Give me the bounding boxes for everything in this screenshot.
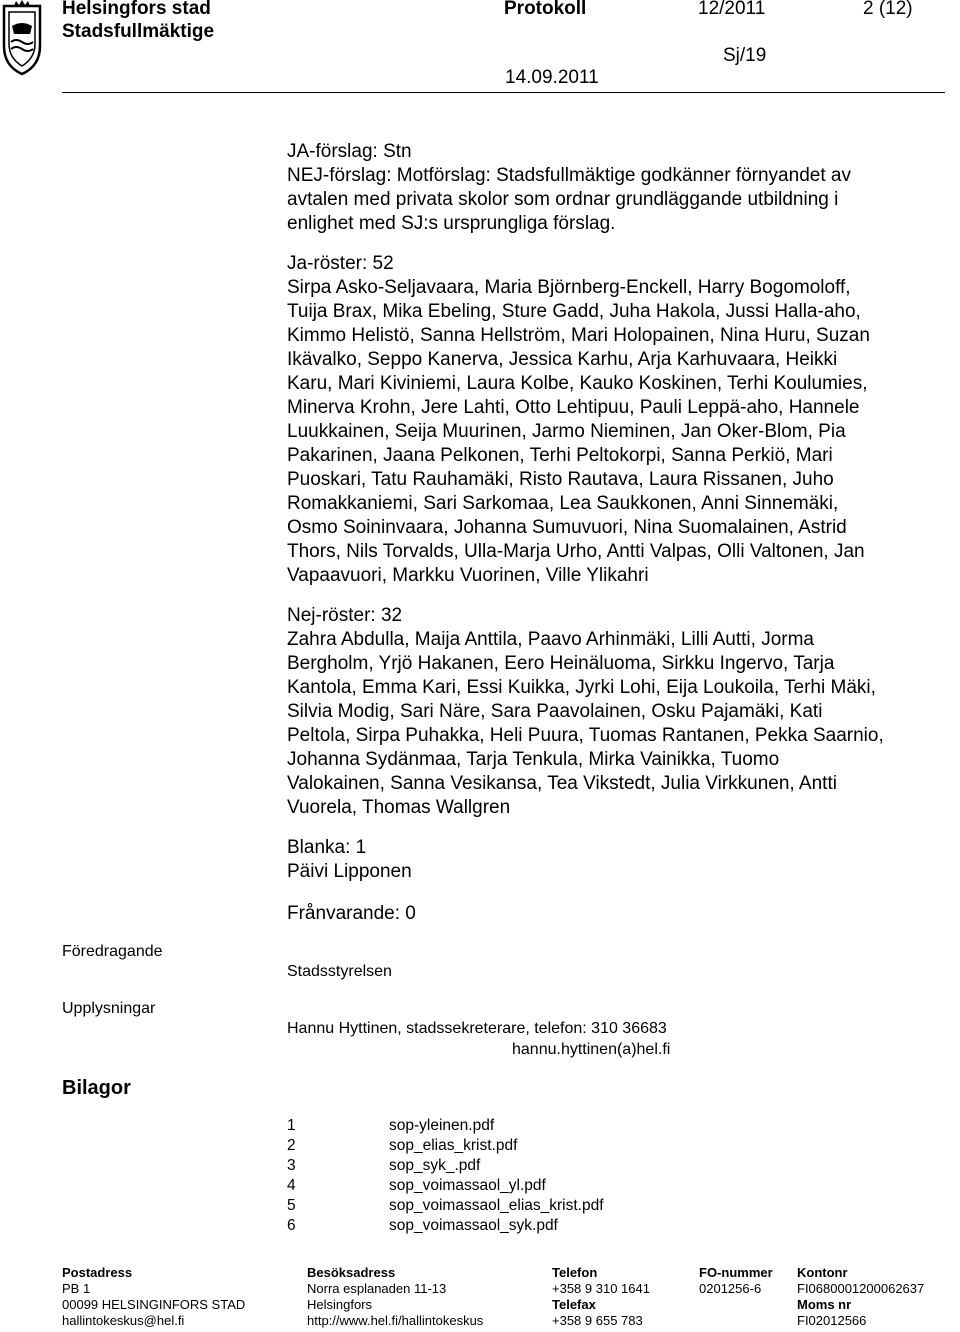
info-email: hannu.hyttinen(a)hel.fi — [512, 1041, 671, 1058]
footer-fax-value: +358 9 655 783 — [552, 1313, 643, 1328]
footer-phone-label: Telefon — [552, 1265, 598, 1280]
footer-email: hallintokeskus@hel.fi — [62, 1313, 185, 1328]
footer-account-label: Kontonr — [797, 1265, 848, 1280]
footer-phone-value: +358 9 310 1641 — [552, 1281, 650, 1296]
header-doc-type: Protokoll — [504, 0, 587, 19]
attachment-item — [287, 1157, 787, 1177]
attachment-file: sop_voimassaol_syk.pdf — [389, 1217, 558, 1234]
footer-account-value: FI0680001200062637 — [797, 1281, 925, 1296]
header-date: 14.09.2011 — [505, 67, 599, 88]
header-city: Helsingfors stad — [62, 0, 211, 19]
no-votes-text: Nej-röster: 32 Zahra Abdulla, Maija Anttila, Paavo Arhinmäki, Lilli Autti, Jorma Bergholm, Yrjö Hakanen, Eero Heinäluoma, Sirkku Ingervo, Tarja Kantola, Emma Kari, Essi Kuikka, Jyrki Lohi, Eija Loukoila, Terhi Mäki, Silvia Modig, Sari Näre, Sara Paavolainen, Osku Pajamäki, Kati Peltola, Sirpa Puhakka, Heli Puura, Tuomas Rantanen, Pekka Saarnio, Johanna Sydänmaa, Tarja Tenkula, Mirka Vainikka, Tuomo Valokainen, Sanna Vesikansa, Tea Vikstedt, Julia Virkkunen, Antti Vuorela, Thomas Wallgren — [287, 605, 884, 818]
attachment-number: 6 — [287, 1217, 296, 1234]
attachment-number: 3 — [287, 1157, 296, 1174]
attachment-file: sop-yleinen.pdf — [389, 1117, 495, 1134]
footer-postal-line: PB 1 — [62, 1281, 91, 1296]
attachment-number: 1 — [287, 1117, 296, 1134]
footer-visit — [307, 1265, 483, 1329]
helsinki-crest-logo — [0, 0, 44, 76]
footer-fo-label: FO-nummer — [699, 1265, 773, 1280]
footer-postal-line: 00099 HELSINGINFORS STAD — [62, 1297, 246, 1312]
attachment-number: 2 — [287, 1137, 296, 1154]
footer-visit-line: Norra esplanaden 11-13 — [307, 1281, 447, 1296]
header-page: 2 (12) — [863, 0, 913, 19]
footer-fo-value: 0201256-6 — [699, 1281, 762, 1296]
attachment-item — [287, 1197, 787, 1217]
footer-website: http://www.hel.fi/hallintokeskus — [307, 1313, 484, 1328]
footer-visit-label: Besöksadress — [307, 1265, 396, 1280]
attachment-number: 5 — [287, 1197, 296, 1214]
attachment-item — [287, 1177, 787, 1197]
footer-fo — [699, 1265, 773, 1297]
attachment-file: sop_elias_krist.pdf — [389, 1137, 518, 1154]
presenter-value: Stadsstyrelsen — [287, 963, 392, 980]
info-name: Hannu Hyttinen, stadssekreterare, telefon: 310 36683 — [287, 1020, 667, 1037]
attachments-label: Bilagor — [62, 1077, 131, 1099]
absent-text: Frånvarande: 0 — [287, 903, 416, 924]
footer-vat-value: FI02012566 — [797, 1313, 867, 1328]
header-council: Stadsfullmäktige — [62, 21, 215, 42]
presenter-label: Föredragande — [62, 943, 163, 960]
attachments-list — [287, 1117, 787, 1237]
attachment-file: sop_syk_.pdf — [389, 1157, 481, 1174]
yes-votes-text: Ja-röster: 52 Sirpa Asko-Seljavaara, Maria Björnberg-Enckell, Harry Bogomoloff, Tuija Brax, Mika Ebeling, Sture Gadd, Juha Hakola, Jussi Halla-aho, Kimmo Helistö, Sanna Hellström, Mari Holopainen, Nina Huru, Suzan Ikävalko, Seppo Kanerva, Jessica Karhu, Arja Karhuvaara, Heikki Karu, Mari Kiviniemi, Laura Kolbe, Kauko Koskinen, Terhi Koulumies, Minerva Krohn, Jere Lahti, Otto Lehtipuu, Pauli Leppä-aho, Hannele Luukkainen, Seija Muurinen, Jarmo Nieminen, Jan Oker-Blom, Pia Pakarinen, Jaana Pelkonen, Terhi Peltokorpi, Sanna Perkiö, Mari Puoskari, Tatu Rauhamäki, Risto Rautava, Laura Rissanen, Juho Romakkaniemi, Sari Sarkomaa, Lea Saukkonen, Anni Sinnemäki, Osmo Soininvaara, Johanna Sumuvuori, Nina Suomalainen, Astrid Thors, Nils Torvalds, Ulla-Marja Urho, Antti Valpas, Olli Valtonen, Jan Vapaavuori, Markku Vuorinen, Ville Ylikahri — [287, 253, 870, 586]
proposals-text: JA-förslag: Stn NEJ-förslag: Motförslag: Stadsfullmäktige godkänner förnyandet av avtalen med privata skolor som ordnar grundläggande utbildning i enlighet med SJ:s ursprungliga förslag. — [287, 141, 851, 234]
attachment-file: sop_voimassaol_yl.pdf — [389, 1177, 546, 1194]
blank-votes-text: Blanka: 1 Päivi Lipponen — [287, 837, 412, 882]
header-ref: Sj/19 — [723, 45, 767, 66]
footer-vat-label: Moms nr — [797, 1297, 852, 1312]
footer-fax-label: Telefax — [552, 1297, 596, 1312]
info-label: Upplysningar — [62, 1000, 156, 1017]
header-divider — [62, 92, 945, 93]
footer-visit-line: Helsingfors — [307, 1297, 373, 1312]
attachment-item — [287, 1217, 787, 1237]
attachment-file: sop_voimassaol_elias_krist.pdf — [389, 1197, 604, 1214]
attachment-item — [287, 1137, 787, 1157]
attachment-number: 4 — [287, 1177, 296, 1194]
footer-postal — [62, 1265, 245, 1329]
header-number: 12/2011 — [698, 0, 766, 19]
footer-postal-label: Postadress — [62, 1265, 133, 1280]
footer-account — [797, 1265, 924, 1329]
attachment-item — [287, 1117, 787, 1137]
footer-phone — [552, 1265, 650, 1329]
